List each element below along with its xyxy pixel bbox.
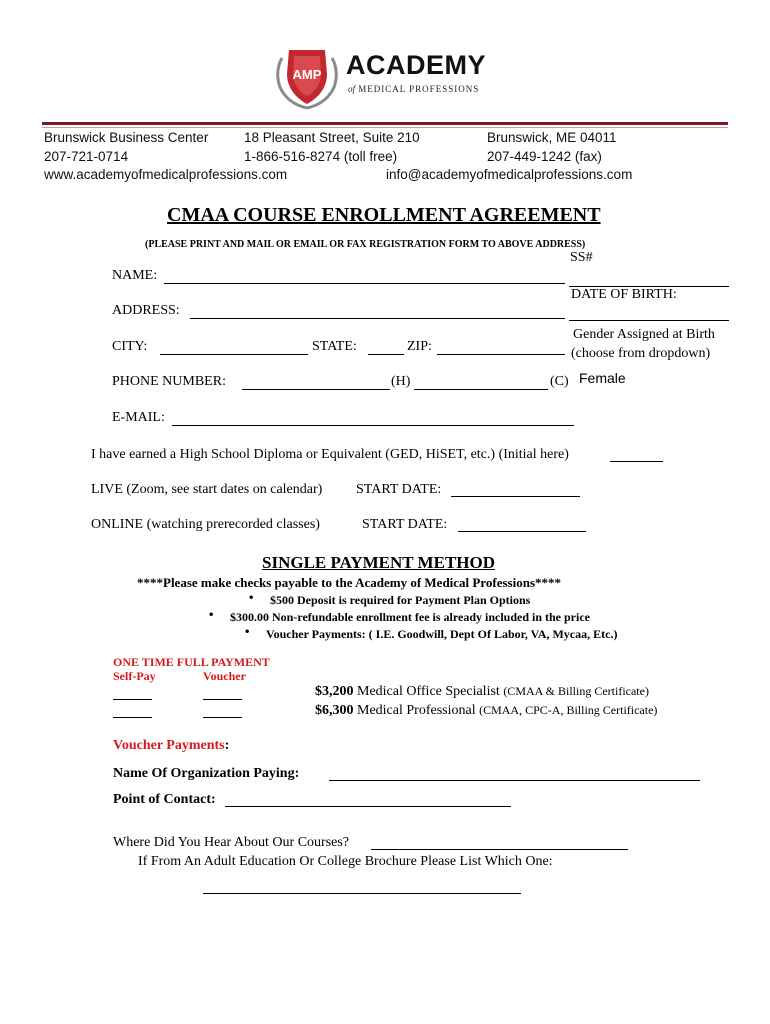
address-field[interactable] [190,318,565,319]
logo-subtitle-rest: MEDICAL PROFESSIONS [358,84,480,94]
checks-note: ****Please make checks payable to the Academy of Medical Professions**** [137,575,562,590]
logo-subtitle-of: of [348,84,356,94]
program-option-2 [315,703,657,719]
phone-cell-field[interactable] [414,389,548,390]
logo-name: ACADEMY [346,50,487,80]
gender-label: Gender Assigned at Birth [573,327,715,342]
point-of-contact-label: Point of Contact: [113,792,216,807]
point-of-contact-field[interactable] [225,806,511,807]
selfpay-option-2-field[interactable] [113,717,152,718]
brochure-field[interactable] [203,893,521,894]
online-start-date-label: START DATE: [362,517,448,532]
shield-emblem-icon [272,44,342,112]
brochure-question: If From An Adult Education Or College Brochure Please List Which One: [138,854,553,869]
live-start-date-field[interactable] [451,496,580,497]
voucher-heading [113,738,229,754]
state-label: STATE: [312,339,357,354]
diploma-statement: I have earned a High School Diploma or Equivalent (GED, HiSET, etc.) (Initial here) [91,447,569,462]
ss-label: SS# [570,250,593,265]
voucher-option-1-field[interactable] [203,699,242,700]
program-option-1 [315,684,649,700]
organization-label: Name Of Organization Paying: [113,766,300,781]
city-field[interactable] [160,354,308,355]
fax-number: 207-449-1242 (fax) [487,149,602,164]
zip-field[interactable] [437,354,565,355]
program-1-price: $3,200 [315,684,354,699]
phone-home-label: (H) [391,374,411,389]
online-option-label: ONLINE (watching prerecorded classes) [91,517,320,532]
logo-badge-text: AMP [292,67,322,82]
business-center: Brunswick Business Center [44,130,209,145]
phone-home-field[interactable] [242,389,390,390]
city-state-zip: Brunswick, ME 04011 [487,130,617,145]
program-1-name: Medical Office Specialist [357,684,500,699]
program-2-name: Medical Professional [357,703,476,718]
dob-label: DATE OF BIRTH: [571,287,677,302]
phone-toll-free: 1-866-516-8274 (toll free) [244,149,398,164]
city-label: CITY: [112,339,148,354]
bullet-deposit: • $500 Deposit is required for Payment Plan Options [270,593,530,608]
name-field[interactable] [164,283,565,284]
selfpay-column-label: Self-Pay [113,669,156,683]
online-start-date-field[interactable] [458,531,586,532]
organization-field[interactable] [329,780,700,781]
referral-question: Where Did You Hear About Our Courses? [113,835,350,850]
voucher-option-2-field[interactable] [203,717,242,718]
zip-label: ZIP: [407,339,432,354]
email-label: E-MAIL: [112,410,165,425]
phone-label: PHONE NUMBER: [112,374,226,389]
referral-field[interactable] [371,849,628,850]
form-title: CMAA COURSE ENROLLMENT AGREEMENT [167,204,601,226]
academy-logo [272,44,502,112]
program-2-cert: (CMAA, CPC-A, Billing Certificate) [479,703,658,717]
voucher-column-label: Voucher [203,669,246,683]
form-subtitle: (PLEASE PRINT AND MAIL OR EMAIL OR FAX REGISTRATION FORM TO ABOVE ADDRESS) [145,239,586,250]
street-address: 18 Pleasant Street, Suite 210 [244,130,420,145]
diploma-initial-field[interactable] [610,461,663,462]
live-start-date-label: START DATE: [356,482,442,497]
dob-field[interactable] [569,320,729,321]
header-rule [42,122,728,125]
email-link[interactable]: info@academyofmedicalprofessions.com [386,167,633,182]
name-label: NAME: [112,268,158,283]
selfpay-option-1-field[interactable] [113,699,152,700]
logo-subtitle [348,84,479,94]
payment-heading: SINGLE PAYMENT METHOD [262,553,496,572]
gender-hint: (choose from dropdown) [571,346,711,361]
full-payment-label: ONE TIME FULL PAYMENT [113,655,270,669]
live-option-label: LIVE (Zoom, see start dates on calendar) [91,482,323,497]
phone-local: 207-721-0714 [44,149,129,164]
state-field[interactable] [368,354,404,355]
header-rule-thin [42,127,728,128]
voucher-heading-colon: : [224,738,230,753]
bullet-enrollment-fee: • $300.00 Non-refundable enrollment fee is already included in the price [230,610,590,625]
address-label: ADDRESS: [112,303,180,318]
gender-select[interactable]: Female [579,370,626,386]
email-field[interactable] [172,425,574,426]
phone-cell-label: (C) [550,374,569,389]
website-link[interactable]: www.academyofmedicalprofessions.com [44,167,288,182]
program-2-price: $6,300 [315,703,354,718]
bullet-voucher-payments: • Voucher Payments: ( I.E. Goodwill, Dept Of Labor, VA, Mycaa, Etc.) [266,627,617,642]
program-1-cert: (CMAA & Billing Certificate) [503,684,649,698]
voucher-heading-text: Voucher Payments [113,738,225,753]
